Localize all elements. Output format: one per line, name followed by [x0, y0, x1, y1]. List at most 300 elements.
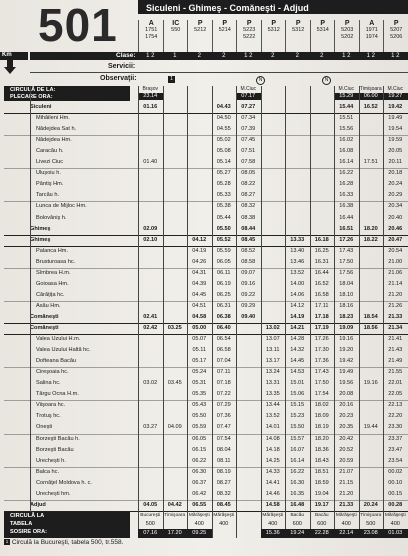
station-name: Siculeni: [30, 104, 52, 110]
station-time: 08.32: [241, 203, 256, 210]
station-time: 08.58: [241, 258, 256, 265]
station-time: 17.54: [314, 391, 329, 398]
station-time: 13.24: [265, 369, 280, 376]
station-time: 02.10: [143, 236, 158, 243]
station-time: 16.35: [290, 490, 305, 497]
station-time: 16.48: [290, 501, 305, 508]
station-time: 18.10: [339, 291, 354, 298]
station-name: Borzeşti Bacău h.: [36, 435, 80, 442]
station-time: 05.52: [216, 236, 231, 243]
station-time: 15.44: [339, 104, 354, 110]
station-time: 15.56: [339, 126, 354, 133]
station-time: 07.36: [216, 413, 231, 420]
clase-cell: 1 2: [366, 53, 375, 59]
column-divider: [163, 86, 164, 538]
station-row: [4, 478, 408, 489]
station-time: 07.34: [241, 115, 256, 122]
station-time: 14.21: [290, 325, 305, 331]
station-name: Cornăţel Moldova h. c.: [36, 479, 92, 486]
destination-tabela: 400: [194, 521, 204, 527]
clase-cell: 2: [222, 53, 226, 59]
station-row: [4, 356, 408, 367]
clase-cell: 1 2: [146, 53, 155, 59]
station-time: 16.07: [290, 446, 305, 453]
station-time: 16.44: [314, 269, 329, 276]
train-category: P: [271, 20, 277, 27]
station-time: 16.51: [339, 225, 354, 232]
station-time: 05.14: [216, 159, 231, 166]
station-time: 18.23: [339, 313, 354, 320]
footnote-text: Circulă la Bucureşti, tabela 500, tr.558.: [11, 539, 124, 546]
station-time: 23.54: [388, 457, 403, 464]
sosire-ora-label: SOSIRE ORA:: [10, 529, 47, 535]
station-time: 07.39: [241, 126, 256, 133]
destination-time: 07.16: [138, 529, 163, 538]
destination-time: 09.25: [187, 529, 212, 538]
clase-cell: 1 2: [391, 53, 400, 59]
station-name: Palanca Hm.: [36, 247, 69, 254]
station-time: 14.45: [290, 358, 305, 365]
origin-station: M.Ciuc: [240, 86, 257, 92]
column-divider: [310, 86, 311, 538]
station-name: Brusturoasa hc.: [36, 258, 76, 265]
station-time: 21.14: [388, 280, 403, 287]
station-time: 16.18: [314, 236, 329, 243]
station-time: 20.08: [339, 391, 354, 398]
station-time: 15.57: [290, 435, 305, 442]
station-time: 05.08: [216, 148, 231, 155]
destination-time: 17.20: [163, 529, 188, 538]
train-column-header: [383, 20, 408, 56]
station-time: 07.04: [216, 358, 231, 365]
plecare-ora-label: PLECARE ORA:: [10, 94, 53, 100]
station-time: 17.36: [314, 358, 329, 365]
station-time: 14.46: [265, 490, 280, 497]
station-time: 06.31: [216, 302, 231, 309]
station-time: 07.27: [241, 104, 256, 110]
destination-tabela: 400: [268, 521, 278, 527]
station-time: 17.18: [314, 313, 329, 320]
destination-station: Mărăşeşti: [335, 513, 357, 518]
station-time: 06.05: [216, 258, 231, 265]
station-time: 04.50: [216, 115, 231, 122]
station-time: 19.44: [363, 424, 378, 431]
station-time: 05.11: [192, 347, 207, 354]
station-row: [4, 334, 408, 345]
train-category: P: [393, 20, 399, 27]
divider: [30, 72, 408, 73]
station-time: 14.01: [265, 424, 280, 431]
station-row: [4, 367, 408, 378]
station-time: 18.20: [363, 225, 378, 232]
station-name: Cireşoaia hc.: [36, 369, 69, 376]
train-column-header: [334, 20, 360, 56]
station-time: 20.54: [388, 247, 403, 254]
station-time: 08.22: [241, 181, 256, 188]
station-time: 18.02: [314, 402, 329, 409]
column-divider: [212, 86, 213, 538]
station-row: [4, 489, 408, 500]
train-number: 550: [171, 27, 181, 33]
destination-tabela: 500: [366, 521, 376, 527]
train-category: P: [222, 20, 228, 27]
station-time: 13.31: [265, 380, 280, 387]
station-time: 04.55: [216, 126, 231, 133]
station-time: 20.29: [388, 192, 403, 199]
train-number: 1751: [145, 27, 158, 33]
station-time: 05.07: [192, 336, 207, 343]
note-n-icon: N: [256, 76, 265, 85]
train-number: 5206: [390, 34, 403, 40]
station-time: 20.52: [339, 446, 354, 453]
station-time: 15.50: [290, 424, 305, 431]
station-time: 06.19: [216, 280, 231, 287]
station-time: 20.46: [388, 225, 403, 232]
station-time: 07.11: [216, 369, 231, 376]
station-name: Nădejdea Sat h.: [36, 126, 77, 133]
station-name: Tarcău h.: [36, 192, 60, 199]
station-time: 05.44: [216, 214, 231, 221]
station-row: [4, 190, 408, 201]
station-time: 14.12: [290, 302, 305, 309]
destination-station: Mărăşeşti: [188, 513, 210, 518]
station-time: 14.25: [265, 457, 280, 464]
station-time: 16.02: [339, 137, 354, 144]
station-time: 13.11: [265, 347, 280, 354]
station-time: 21.33: [339, 501, 354, 508]
station-time: 16.22: [339, 170, 354, 177]
station-row: [4, 201, 408, 212]
train-category: A: [148, 20, 154, 27]
station-time: 18.51: [314, 468, 329, 475]
station-time: 16.30: [290, 479, 305, 486]
train-column-header: [138, 20, 164, 56]
station-time: 04.26: [192, 258, 207, 265]
station-time: 19.42: [388, 104, 403, 110]
station-time: 02.42: [143, 325, 158, 331]
station-time: 05.50: [216, 225, 231, 232]
station-name: Borzeşti Bacău: [36, 446, 74, 453]
station-time: 14.00: [290, 280, 305, 287]
station-time: 08.45: [216, 501, 231, 508]
station-time: 13.52: [290, 269, 305, 276]
station-time: 05.59: [192, 424, 207, 431]
station-row: [4, 268, 408, 279]
origin-station: M.Ciuc: [338, 86, 355, 92]
station-time: 05.43: [192, 402, 207, 409]
station-row: [4, 467, 408, 478]
station-time: 17.50: [314, 380, 329, 387]
station-time: 13.44: [265, 402, 280, 409]
station-row: [4, 102, 408, 113]
station-name: Ghimeş: [30, 225, 51, 232]
station-time: 18.36: [314, 446, 329, 453]
station-time: 04.58: [192, 313, 207, 320]
station-time: 15.01: [290, 380, 305, 387]
station-time: 22.05: [388, 391, 403, 398]
station-row: [4, 246, 408, 257]
station-row: [4, 456, 408, 467]
train-number: 5207: [390, 27, 403, 33]
station-time: 16.44: [339, 214, 354, 221]
station-time: 07.58: [241, 159, 256, 166]
station-time: 06.22: [192, 457, 207, 464]
destination-station: Bacău: [290, 513, 305, 518]
station-time: 06.58: [216, 347, 231, 354]
station-time: 13.07: [265, 336, 280, 343]
station-time: 04.31: [192, 269, 207, 276]
station-time: 05.00: [192, 325, 207, 331]
station-time: 19.49: [339, 369, 354, 376]
destination-station: Mărăşeşti: [213, 513, 235, 518]
station-name: Lunca de Mijloc Hm.: [36, 203, 87, 210]
clase-cell: 2: [320, 53, 324, 59]
station-time: 19.20: [339, 347, 354, 354]
destination-tabela: 500: [145, 521, 155, 527]
train-column-header: [163, 20, 189, 56]
route-title: Siculeni - Ghimeş - Comăneşti - Adjud: [146, 3, 309, 13]
clase-cell: 2: [197, 53, 201, 59]
destination-time: 22.14: [334, 529, 359, 538]
station-time: 16.52: [363, 104, 378, 110]
station-time: 13.40: [290, 247, 305, 254]
station-time: 14.08: [265, 435, 280, 442]
station-time: 16.14: [290, 457, 305, 464]
column-divider: [30, 86, 31, 538]
station-time: 08.38: [241, 214, 256, 221]
train-number: 1754: [145, 34, 158, 40]
station-time: 14.58: [265, 501, 280, 508]
station-time: 09.40: [241, 313, 256, 320]
station-time: 21.43: [388, 347, 403, 354]
station-row: [4, 301, 408, 312]
station-time: 16.28: [339, 181, 354, 188]
train-column-header: [236, 20, 262, 56]
station-time: 01.40: [143, 159, 158, 166]
station-time: 05.17: [192, 358, 207, 365]
station-name: Valea Uzului H.m.: [36, 336, 81, 343]
station-time: 06.42: [192, 490, 207, 497]
station-time: 05.35: [192, 391, 207, 398]
station-time: 08.52: [241, 247, 256, 254]
circula-de-la-label: CIRCULĂ DE LA:: [10, 87, 56, 93]
train-number: 5312: [292, 27, 305, 33]
column-divider: [359, 86, 360, 538]
station-name: Asău Hm.: [36, 302, 61, 309]
station-time: 18.59: [314, 479, 329, 486]
origin-time: 07.17: [236, 93, 261, 100]
station-row: [4, 400, 408, 411]
train-category: IC: [172, 20, 180, 27]
station-row: [4, 279, 408, 290]
origin-time: 15.29: [334, 93, 359, 100]
station-time: 14.19: [290, 313, 305, 320]
station-time: 17.26: [314, 336, 329, 343]
station-time: 08.44: [241, 225, 256, 232]
station-time: 04.19: [192, 247, 207, 254]
station-name: Ulușoiu h.: [36, 170, 61, 177]
station-row: [4, 445, 408, 456]
station-time: 05.24: [192, 369, 207, 376]
station-name: Salina hc.: [36, 380, 61, 387]
note-n-icon: N: [322, 76, 331, 85]
station-time: 18.20: [314, 435, 329, 442]
station-time: 06.11: [216, 269, 231, 276]
destination-station: Timişoara: [164, 513, 186, 518]
train-category: P: [246, 20, 252, 27]
station-time: 09.29: [241, 302, 256, 309]
station-time: 04.39: [192, 280, 207, 287]
train-number: 5203: [341, 27, 354, 33]
station-name: Viişoara hc.: [36, 402, 66, 409]
station-row: [4, 411, 408, 422]
station-row: [4, 500, 408, 511]
station-time: 17.51: [363, 159, 378, 166]
station-time: 05.27: [216, 170, 231, 177]
footnote: [4, 539, 123, 546]
station-name: Bolovăniş h.: [36, 214, 67, 221]
station-time: 14.53: [290, 369, 305, 376]
clase-row: [138, 52, 408, 60]
origin-time: 23.14: [138, 93, 163, 100]
train-header-row: [138, 20, 408, 56]
station-time: 20.59: [339, 457, 354, 464]
station-time: 00.10: [388, 479, 403, 486]
destination-time: 01.03: [383, 529, 408, 538]
station-time: 04.09: [167, 424, 182, 431]
station-name: Valea Uzului Haltă hc.: [36, 347, 91, 354]
station-time: 04.45: [192, 291, 207, 298]
station-time: 20.24: [388, 181, 403, 188]
station-time: 18.16: [339, 302, 354, 309]
train-number: 5214: [218, 27, 231, 33]
station-time: 19.42: [339, 358, 354, 365]
train-column-header: [261, 20, 287, 56]
station-time: 14.33: [265, 468, 280, 475]
station-time: 06.55: [192, 501, 207, 508]
train-category: A: [369, 20, 375, 27]
station-time: 13.33: [290, 236, 305, 243]
observatii-label: Observaţii:: [100, 75, 137, 82]
train-number: 5223: [243, 27, 256, 33]
station-time: 14.32: [290, 347, 305, 354]
station-time: 06.30: [192, 468, 207, 475]
station-time: 06.40: [216, 325, 231, 331]
destination-time: 23.08: [359, 529, 384, 538]
station-name: Onești: [36, 424, 53, 431]
line-number: 501: [38, 0, 118, 51]
train-category: P: [344, 20, 350, 27]
station-time: 13.02: [265, 325, 280, 331]
column-divider: [236, 86, 237, 538]
destination-station: Mărăşeşti: [262, 513, 284, 518]
station-name: Balca hc.: [36, 468, 60, 475]
train-number: 5202: [341, 34, 354, 40]
station-name: Caracău h.: [36, 148, 64, 155]
destination-rows: [138, 512, 408, 538]
note-marker-icon: 1: [168, 76, 175, 83]
station-time: 06.05: [192, 435, 207, 442]
station-time: 16.38: [339, 203, 354, 210]
station-time: 21.06: [388, 269, 403, 276]
station-row: [4, 113, 408, 124]
station-time: 20.35: [339, 424, 354, 431]
station-time: 17.43: [314, 369, 329, 376]
station-time: 03.02: [143, 380, 158, 387]
station-time: 21.07: [339, 468, 354, 475]
train-number: 5222: [243, 34, 256, 40]
station-time: 17.56: [339, 269, 354, 276]
station-row: [4, 290, 408, 301]
destination-station: Bucureşti: [140, 513, 161, 518]
train-column-header: [359, 20, 385, 56]
station-name: Pântiş Hm.: [36, 181, 64, 188]
station-time: 08.04: [216, 446, 231, 453]
station-time: 21.33: [388, 313, 403, 320]
station-time: 00.02: [388, 468, 403, 475]
station-row: [4, 345, 408, 356]
station-time: 19.04: [314, 490, 329, 497]
station-time: 08.11: [216, 457, 231, 464]
station-row: [4, 224, 408, 235]
station-time: 16.33: [339, 192, 354, 199]
station-time: 19.56: [339, 380, 354, 387]
train-column-header: [187, 20, 213, 56]
column-divider: [261, 86, 262, 538]
direction-arrow-icon: [4, 60, 16, 74]
station-time: 19.16: [339, 336, 354, 343]
station-time: 05.38: [216, 203, 231, 210]
station-time: 20.16: [339, 402, 354, 409]
station-time: 19.16: [363, 380, 378, 387]
station-name: Târgu Ocna H.m.: [36, 391, 79, 398]
station-time: 13.17: [265, 358, 280, 365]
destination-time: 19.24: [285, 529, 310, 538]
clase-cell: 2: [271, 53, 275, 59]
station-time: 01.16: [143, 104, 158, 110]
station-time: 23.37: [388, 435, 403, 442]
km-bar: [0, 52, 28, 60]
station-time: 21.49: [388, 358, 403, 365]
train-number: 5312: [267, 27, 280, 33]
station-time: 00.28: [388, 501, 403, 508]
origin-station: Braşov: [142, 86, 159, 92]
destination-time: 22.28: [310, 529, 335, 538]
station-time: 22.20: [388, 413, 403, 420]
station-time: 18.22: [363, 236, 378, 243]
station-name: Urechești hm.: [36, 490, 71, 497]
station-time: 06.54: [216, 336, 231, 343]
station-time: 05.28: [216, 181, 231, 188]
destination-tabela: 400: [341, 521, 351, 527]
station-time: 16.22: [290, 468, 305, 475]
station-time: 17.26: [339, 236, 354, 243]
station-time: 07.47: [216, 424, 231, 431]
origin-time: 06.00: [359, 93, 384, 100]
destination-station: Timişoara: [360, 513, 382, 518]
station-time: 04.43: [216, 104, 231, 110]
station-time: 20.24: [363, 501, 378, 508]
station-time: 21.15: [339, 479, 354, 486]
station-name: Urechești h.: [36, 457, 66, 464]
station-row: [4, 168, 408, 179]
destination-tabela: 400: [219, 521, 229, 527]
station-time: 15.23: [290, 413, 305, 420]
station-time: 06.25: [216, 291, 231, 298]
station-name: Comăneşti: [30, 313, 59, 320]
station-name: Comăneşti: [30, 325, 59, 331]
station-time: 22.13: [388, 402, 403, 409]
